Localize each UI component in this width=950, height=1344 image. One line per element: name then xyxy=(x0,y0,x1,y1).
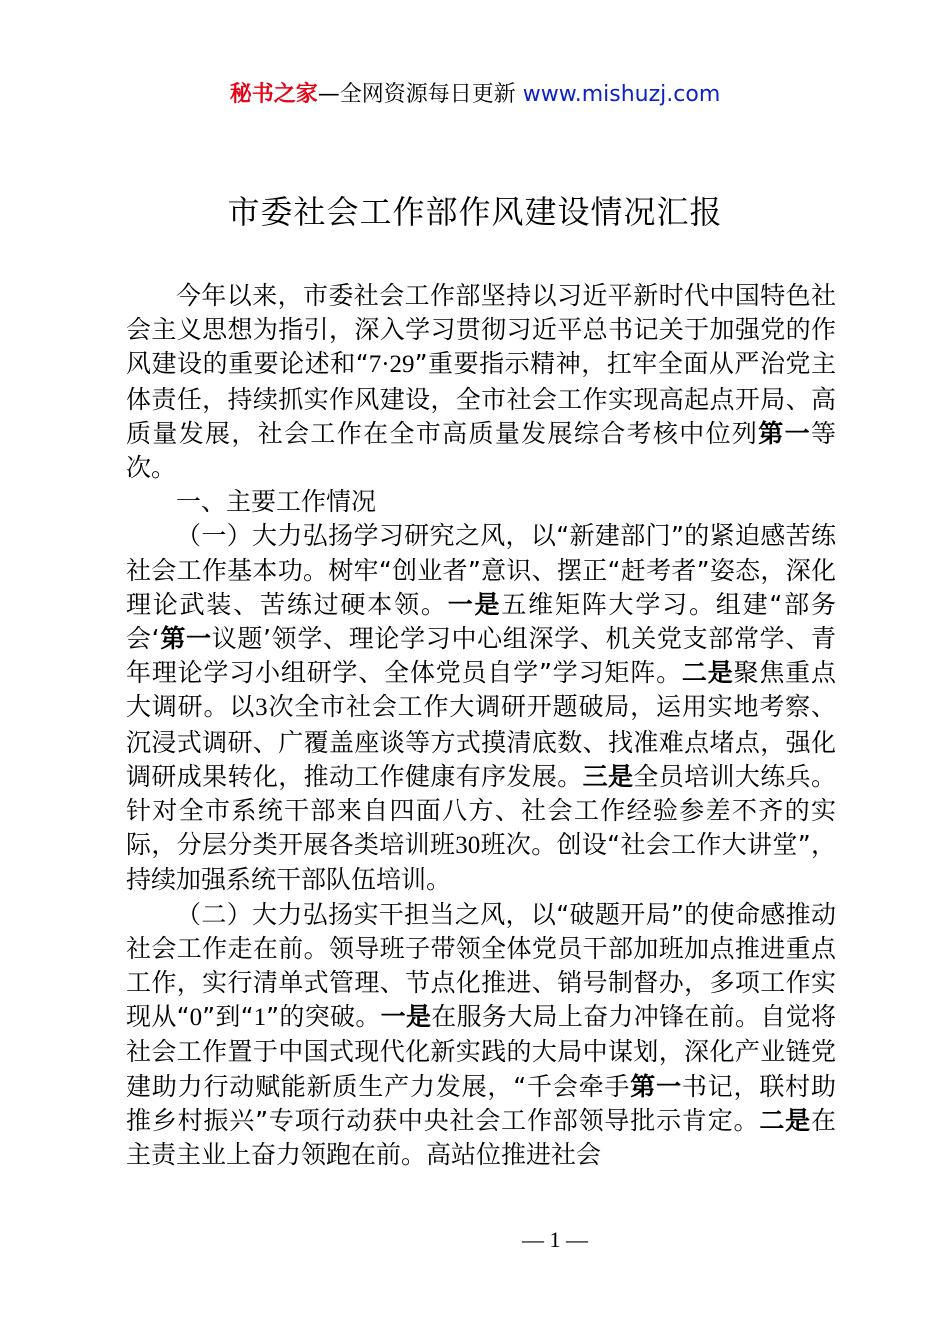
text-run: 今年以来，市委社会工作部坚持以习近平新时代中国特色社会主义思想为指引，深入学习贯彻习近平总书记关于加强党的作风建设的重要论述和“ xyxy=(126,281,836,379)
text-run: 聚焦重点大调研。以 xyxy=(126,658,836,722)
number-run: 1 xyxy=(253,1004,267,1032)
text-run: 五维矩阵大学习。组建“部务会‘ xyxy=(126,589,836,654)
site-banner xyxy=(0,80,950,110)
text-run: ”的突破。 xyxy=(266,1002,381,1032)
text-run: （一）大力弘扬学习研究之风，以“新建部门”的紧迫感苦练社会工作基本功。树牢“创业者”意识、摆正“赶考者”姿态，深化理论武装、苦练过硬本领。 xyxy=(126,521,836,619)
intro-paragraph xyxy=(126,279,836,485)
document-body xyxy=(126,279,836,1172)
text-run: 在服务大局上奋力冲锋在前。自觉将社会工作置于中国式现代化新实践的大局中谋划，深化产业链党建助力行动赋能新质生产力发展，“千会牵手 xyxy=(126,1002,837,1101)
bold-run: 第一 xyxy=(758,418,811,448)
bold-run: 三是 xyxy=(582,761,634,791)
text-run: 等次。 xyxy=(126,418,836,483)
paragraph-1 xyxy=(126,519,836,897)
number-run: 30 xyxy=(455,832,481,860)
text-run: 在主责主业上奋力领跑在前。高站位推进社会 xyxy=(126,1105,836,1170)
text-run: 班次。创设“社会工作大讲堂”，持续加强系统干部队伍培训。 xyxy=(126,830,836,895)
text-run: （二）大力弘扬实干担当之风，以“破题开局”的使命感推动社会工作走在前。领导班子带领全体党员干部加班加点推进重点工作，实行清单式管理、节点化推进、销号制督办，多项工作实现从“ xyxy=(126,899,836,1032)
paragraph-2 xyxy=(126,898,836,1173)
bold-run: 二是 xyxy=(681,658,734,688)
number-run: 7·29 xyxy=(368,351,415,379)
bold-run: 第一 xyxy=(630,1071,682,1101)
banner-brand: 秘书之家 xyxy=(229,82,318,107)
bold-run: 一是 xyxy=(380,1002,432,1032)
bold-run: 二是 xyxy=(759,1105,811,1135)
bold-run: 第一 xyxy=(159,624,212,654)
banner-tagline: —全网资源每日更新 xyxy=(317,82,516,107)
banner-url[interactable]: www.mishuzj.com xyxy=(522,82,721,107)
bold-run: 一是 xyxy=(447,589,502,619)
text-run: 书记，联村助推乡村振兴”专项行动获中央社会工作部领导批示肯定。 xyxy=(126,1071,836,1135)
number-run: 3 xyxy=(255,694,268,722)
page-number: — 1 — xyxy=(522,1227,588,1252)
text-run: 全员培训大练兵。针对全市系统干部来自四面八方、社会工作经验参差不齐的实际，分层分类开展各类培训班 xyxy=(126,761,836,860)
number-run: 0 xyxy=(189,1004,203,1032)
section-heading: 一、主要工作情况 xyxy=(176,487,377,517)
text-run: 议题’领学、理论学习中心组深学、机关党支部常学、青年理论学习小组研学、全体党员自学”学习矩阵。 xyxy=(126,624,836,688)
document-title: 市委社会工作部作风建设情况汇报 xyxy=(227,193,723,231)
text-run: 次全市社会工作大调研开题破局，运用实地考察、沉浸式调研、广覆盖座谈等方式摸清底数、找准难点堵点，强化调研成果转化，推动工作健康有序发展。 xyxy=(126,692,836,791)
text-run: ”到“ xyxy=(202,1002,254,1032)
text-run: ”重要指示精神，扛牢全面从严治党主体责任，持续抓实作风建设，全市社会工作实现高起点开局、高质量发展，社会工作在全市高质量发展综合考核中位列 xyxy=(126,349,837,448)
